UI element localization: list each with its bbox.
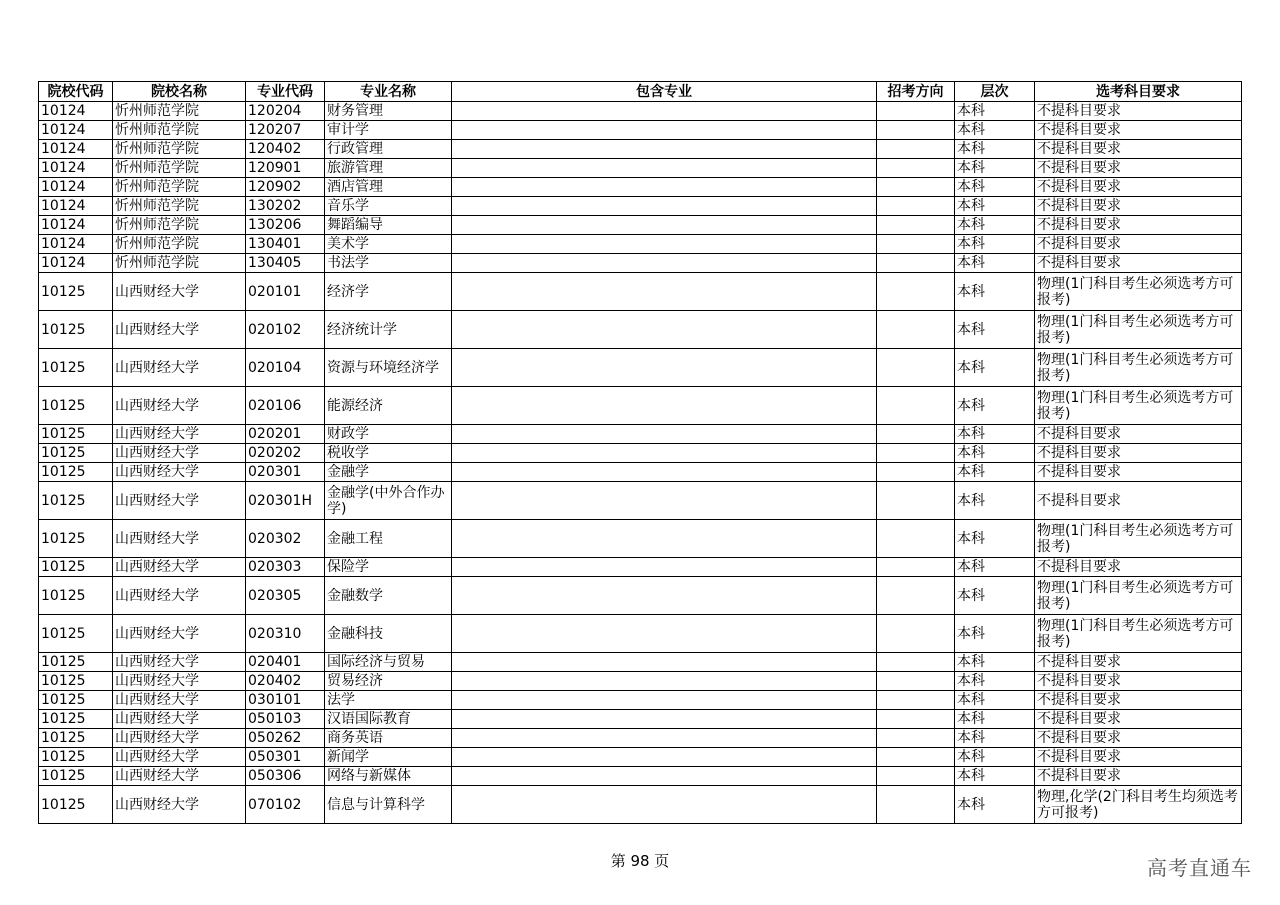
table-body <box>39 102 1242 824</box>
cell-school-name: 山西财经大学 <box>113 387 246 425</box>
table-row <box>39 254 1242 273</box>
cell-direction <box>877 254 955 273</box>
cell-school-name: 忻州师范学院 <box>113 216 246 235</box>
cell-school-name: 山西财经大学 <box>113 520 246 558</box>
cell-school-code: 10125 <box>39 349 113 387</box>
cell-subject-requirement: 物理(1门科目考生必须选考方可报考) <box>1035 520 1242 558</box>
cell-subject-requirement: 不提科目要求 <box>1035 254 1242 273</box>
cell-level: 本科 <box>955 311 1035 349</box>
cell-direction <box>877 425 955 444</box>
table-row <box>39 197 1242 216</box>
cell-subject-requirement: 不提科目要求 <box>1035 102 1242 121</box>
cell-school-name: 山西财经大学 <box>113 767 246 786</box>
cell-level: 本科 <box>955 178 1035 197</box>
cell-major-code: 050262 <box>246 729 325 748</box>
cell-school-name: 山西财经大学 <box>113 786 246 824</box>
cell-major-code: 020301H <box>246 482 325 520</box>
cell-included-majors <box>452 729 877 748</box>
cell-level: 本科 <box>955 691 1035 710</box>
cell-subject-requirement: 物理(1门科目考生必须选考方可报考) <box>1035 273 1242 311</box>
cell-included-majors <box>452 482 877 520</box>
cell-direction <box>877 235 955 254</box>
cell-level: 本科 <box>955 273 1035 311</box>
cell-major-name: 汉语国际教育 <box>325 710 452 729</box>
cell-major-code: 020401 <box>246 653 325 672</box>
cell-major-code: 070102 <box>246 786 325 824</box>
cell-direction <box>877 444 955 463</box>
cell-school-name: 山西财经大学 <box>113 463 246 482</box>
cell-major-name: 商务英语 <box>325 729 452 748</box>
header-school-code: 院校代码 <box>39 82 113 102</box>
cell-subject-requirement: 不提科目要求 <box>1035 216 1242 235</box>
cell-subject-requirement: 不提科目要求 <box>1035 159 1242 178</box>
cell-major-code: 020310 <box>246 615 325 653</box>
cell-major-code: 050103 <box>246 710 325 729</box>
cell-subject-requirement: 不提科目要求 <box>1035 178 1242 197</box>
cell-major-name: 酒店管理 <box>325 178 452 197</box>
cell-school-code: 10125 <box>39 425 113 444</box>
cell-school-name: 山西财经大学 <box>113 558 246 577</box>
cell-subject-requirement: 不提科目要求 <box>1035 235 1242 254</box>
cell-major-code: 030101 <box>246 691 325 710</box>
cell-major-code: 020106 <box>246 387 325 425</box>
cell-direction <box>877 520 955 558</box>
cell-included-majors <box>452 615 877 653</box>
cell-major-name: 保险学 <box>325 558 452 577</box>
cell-major-code: 130202 <box>246 197 325 216</box>
cell-major-name: 金融工程 <box>325 520 452 558</box>
cell-major-code: 120402 <box>246 140 325 159</box>
cell-major-code: 020305 <box>246 577 325 615</box>
table-row <box>39 672 1242 691</box>
cell-level: 本科 <box>955 767 1035 786</box>
cell-subject-requirement: 物理(1门科目考生必须选考方可报考) <box>1035 349 1242 387</box>
cell-direction <box>877 577 955 615</box>
cell-school-name: 山西财经大学 <box>113 691 246 710</box>
cell-direction <box>877 178 955 197</box>
cell-subject-requirement: 物理(1门科目考生必须选考方可报考) <box>1035 615 1242 653</box>
cell-level: 本科 <box>955 254 1035 273</box>
cell-major-name: 贸易经济 <box>325 672 452 691</box>
cell-school-code: 10124 <box>39 254 113 273</box>
cell-direction <box>877 121 955 140</box>
cell-level: 本科 <box>955 349 1035 387</box>
cell-major-code: 120207 <box>246 121 325 140</box>
cell-school-code: 10125 <box>39 444 113 463</box>
cell-subject-requirement: 不提科目要求 <box>1035 767 1242 786</box>
cell-direction <box>877 710 955 729</box>
cell-school-code: 10125 <box>39 672 113 691</box>
cell-level: 本科 <box>955 653 1035 672</box>
table-row <box>39 425 1242 444</box>
header-major-name: 专业名称 <box>325 82 452 102</box>
cell-major-name: 法学 <box>325 691 452 710</box>
cell-major-code: 020102 <box>246 311 325 349</box>
cell-school-code: 10124 <box>39 235 113 254</box>
cell-school-code: 10125 <box>39 463 113 482</box>
cell-major-name: 审计学 <box>325 121 452 140</box>
cell-level: 本科 <box>955 444 1035 463</box>
cell-major-code: 020201 <box>246 425 325 444</box>
cell-level: 本科 <box>955 729 1035 748</box>
cell-school-code: 10125 <box>39 786 113 824</box>
cell-subject-requirement: 物理(1门科目考生必须选考方可报考) <box>1035 387 1242 425</box>
cell-direction <box>877 102 955 121</box>
cell-direction <box>877 786 955 824</box>
table-row <box>39 178 1242 197</box>
cell-major-name: 书法学 <box>325 254 452 273</box>
watermark: 高考直通车 <box>1147 856 1252 880</box>
cell-major-code: 050301 <box>246 748 325 767</box>
cell-major-name: 新闻学 <box>325 748 452 767</box>
cell-major-name: 行政管理 <box>325 140 452 159</box>
cell-major-code: 020202 <box>246 444 325 463</box>
cell-included-majors <box>452 672 877 691</box>
cell-subject-requirement: 物理,化学(2门科目考生均须选考方可报考) <box>1035 786 1242 824</box>
cell-direction <box>877 387 955 425</box>
cell-school-name: 山西财经大学 <box>113 349 246 387</box>
cell-level: 本科 <box>955 140 1035 159</box>
table-row <box>39 520 1242 558</box>
cell-direction <box>877 615 955 653</box>
cell-major-code: 130401 <box>246 235 325 254</box>
cell-level: 本科 <box>955 197 1035 216</box>
cell-major-name: 能源经济 <box>325 387 452 425</box>
table-row <box>39 159 1242 178</box>
cell-major-code: 020104 <box>246 349 325 387</box>
cell-school-code: 10125 <box>39 577 113 615</box>
cell-major-name: 舞蹈编导 <box>325 216 452 235</box>
cell-school-code: 10125 <box>39 710 113 729</box>
cell-major-name: 金融学(中外合作办学) <box>325 482 452 520</box>
cell-school-code: 10124 <box>39 216 113 235</box>
table-row <box>39 691 1242 710</box>
cell-included-majors <box>452 577 877 615</box>
cell-school-name: 忻州师范学院 <box>113 121 246 140</box>
cell-school-name: 忻州师范学院 <box>113 178 246 197</box>
cell-major-name: 财政学 <box>325 425 452 444</box>
cell-major-code: 050306 <box>246 767 325 786</box>
cell-subject-requirement: 不提科目要求 <box>1035 691 1242 710</box>
cell-school-code: 10125 <box>39 273 113 311</box>
cell-major-name: 资源与环境经济学 <box>325 349 452 387</box>
cell-subject-requirement: 不提科目要求 <box>1035 653 1242 672</box>
cell-direction <box>877 140 955 159</box>
cell-school-name: 山西财经大学 <box>113 273 246 311</box>
table-row <box>39 558 1242 577</box>
cell-school-code: 10125 <box>39 691 113 710</box>
cell-school-code: 10125 <box>39 387 113 425</box>
cell-school-code: 10124 <box>39 197 113 216</box>
cell-school-name: 山西财经大学 <box>113 672 246 691</box>
cell-school-code: 10124 <box>39 159 113 178</box>
cell-major-name: 金融数学 <box>325 577 452 615</box>
cell-subject-requirement: 物理(1门科目考生必须选考方可报考) <box>1035 311 1242 349</box>
cell-school-code: 10125 <box>39 482 113 520</box>
cell-direction <box>877 463 955 482</box>
cell-school-name: 山西财经大学 <box>113 482 246 520</box>
cell-direction <box>877 349 955 387</box>
cell-school-name: 山西财经大学 <box>113 444 246 463</box>
table-row <box>39 102 1242 121</box>
cell-subject-requirement: 不提科目要求 <box>1035 121 1242 140</box>
header-row <box>39 82 1242 102</box>
cell-school-code: 10125 <box>39 558 113 577</box>
cell-subject-requirement: 不提科目要求 <box>1035 197 1242 216</box>
cell-major-code: 130206 <box>246 216 325 235</box>
cell-major-name: 网络与新媒体 <box>325 767 452 786</box>
cell-included-majors <box>452 748 877 767</box>
cell-major-code: 020303 <box>246 558 325 577</box>
cell-included-majors <box>452 178 877 197</box>
cell-level: 本科 <box>955 463 1035 482</box>
cell-level: 本科 <box>955 577 1035 615</box>
cell-level: 本科 <box>955 520 1035 558</box>
cell-included-majors <box>452 197 877 216</box>
cell-major-code: 120901 <box>246 159 325 178</box>
cell-level: 本科 <box>955 216 1035 235</box>
cell-included-majors <box>452 425 877 444</box>
cell-level: 本科 <box>955 159 1035 178</box>
table-row <box>39 767 1242 786</box>
cell-direction <box>877 653 955 672</box>
cell-school-name: 忻州师范学院 <box>113 235 246 254</box>
header-direction: 招考方向 <box>877 82 955 102</box>
cell-subject-requirement: 不提科目要求 <box>1035 463 1242 482</box>
cell-school-name: 山西财经大学 <box>113 311 246 349</box>
cell-level: 本科 <box>955 748 1035 767</box>
cell-school-name: 忻州师范学院 <box>113 197 246 216</box>
cell-school-name: 山西财经大学 <box>113 729 246 748</box>
cell-direction <box>877 273 955 311</box>
table-row <box>39 387 1242 425</box>
header-level: 层次 <box>955 82 1035 102</box>
cell-school-code: 10125 <box>39 748 113 767</box>
table-row <box>39 349 1242 387</box>
cell-subject-requirement: 不提科目要求 <box>1035 482 1242 520</box>
cell-level: 本科 <box>955 482 1035 520</box>
cell-major-code: 120902 <box>246 178 325 197</box>
cell-included-majors <box>452 102 877 121</box>
cell-school-code: 10125 <box>39 767 113 786</box>
cell-major-code: 020402 <box>246 672 325 691</box>
cell-included-majors <box>452 235 877 254</box>
cell-school-code: 10125 <box>39 729 113 748</box>
cell-included-majors <box>452 216 877 235</box>
cell-school-code: 10124 <box>39 140 113 159</box>
cell-level: 本科 <box>955 121 1035 140</box>
cell-level: 本科 <box>955 387 1035 425</box>
cell-included-majors <box>452 387 877 425</box>
table-row <box>39 216 1242 235</box>
cell-level: 本科 <box>955 786 1035 824</box>
cell-direction <box>877 482 955 520</box>
table-row <box>39 463 1242 482</box>
cell-school-code: 10125 <box>39 615 113 653</box>
cell-subject-requirement: 不提科目要求 <box>1035 748 1242 767</box>
cell-major-name: 音乐学 <box>325 197 452 216</box>
cell-included-majors <box>452 273 877 311</box>
cell-included-majors <box>452 444 877 463</box>
cell-subject-requirement: 不提科目要求 <box>1035 444 1242 463</box>
cell-included-majors <box>452 786 877 824</box>
cell-major-name: 税收学 <box>325 444 452 463</box>
cell-included-majors <box>452 311 877 349</box>
cell-school-code: 10125 <box>39 653 113 672</box>
cell-school-name: 忻州师范学院 <box>113 140 246 159</box>
cell-direction <box>877 748 955 767</box>
cell-included-majors <box>452 520 877 558</box>
table-row <box>39 311 1242 349</box>
cell-direction <box>877 691 955 710</box>
cell-level: 本科 <box>955 672 1035 691</box>
table-row <box>39 140 1242 159</box>
table-row <box>39 748 1242 767</box>
table-row <box>39 729 1242 748</box>
cell-major-name: 金融科技 <box>325 615 452 653</box>
cell-direction <box>877 197 955 216</box>
table-row <box>39 786 1242 824</box>
cell-included-majors <box>452 349 877 387</box>
cell-major-name: 经济统计学 <box>325 311 452 349</box>
cell-subject-requirement: 不提科目要求 <box>1035 710 1242 729</box>
cell-direction <box>877 159 955 178</box>
cell-major-code: 130405 <box>246 254 325 273</box>
table-row <box>39 577 1242 615</box>
cell-subject-requirement: 不提科目要求 <box>1035 140 1242 159</box>
cell-included-majors <box>452 710 877 729</box>
cell-direction <box>877 558 955 577</box>
cell-school-name: 山西财经大学 <box>113 425 246 444</box>
cell-school-code: 10124 <box>39 102 113 121</box>
table-row <box>39 121 1242 140</box>
cell-subject-requirement: 不提科目要求 <box>1035 558 1242 577</box>
cell-school-name: 忻州师范学院 <box>113 159 246 178</box>
cell-level: 本科 <box>955 615 1035 653</box>
cell-included-majors <box>452 653 877 672</box>
cell-major-code: 120204 <box>246 102 325 121</box>
page-number: 第 98 页 <box>610 852 670 870</box>
cell-major-name: 美术学 <box>325 235 452 254</box>
cell-level: 本科 <box>955 235 1035 254</box>
cell-major-code: 020301 <box>246 463 325 482</box>
cell-major-name: 金融学 <box>325 463 452 482</box>
cell-school-code: 10124 <box>39 121 113 140</box>
table-row <box>39 482 1242 520</box>
cell-included-majors <box>452 767 877 786</box>
cell-subject-requirement: 不提科目要求 <box>1035 425 1242 444</box>
cell-school-name: 山西财经大学 <box>113 710 246 729</box>
cell-subject-requirement: 不提科目要求 <box>1035 729 1242 748</box>
table-row <box>39 444 1242 463</box>
header-school-name: 院校名称 <box>113 82 246 102</box>
cell-included-majors <box>452 463 877 482</box>
table-row <box>39 615 1242 653</box>
cell-subject-requirement: 物理(1门科目考生必须选考方可报考) <box>1035 577 1242 615</box>
cell-direction <box>877 672 955 691</box>
cell-school-name: 山西财经大学 <box>113 577 246 615</box>
cell-subject-requirement: 不提科目要求 <box>1035 672 1242 691</box>
cell-school-name: 忻州师范学院 <box>113 254 246 273</box>
cell-major-code: 020302 <box>246 520 325 558</box>
cell-level: 本科 <box>955 710 1035 729</box>
cell-direction <box>877 767 955 786</box>
cell-major-name: 国际经济与贸易 <box>325 653 452 672</box>
cell-school-name: 山西财经大学 <box>113 615 246 653</box>
cell-level: 本科 <box>955 425 1035 444</box>
cell-included-majors <box>452 159 877 178</box>
table-row <box>39 653 1242 672</box>
table-row <box>39 710 1242 729</box>
cell-school-name: 山西财经大学 <box>113 748 246 767</box>
header-included-majors: 包含专业 <box>452 82 877 102</box>
cell-school-code: 10125 <box>39 311 113 349</box>
cell-school-name: 忻州师范学院 <box>113 102 246 121</box>
cell-major-name: 经济学 <box>325 273 452 311</box>
cell-major-name: 财务管理 <box>325 102 452 121</box>
cell-school-code: 10125 <box>39 520 113 558</box>
cell-included-majors <box>452 140 877 159</box>
cell-included-majors <box>452 691 877 710</box>
cell-direction <box>877 311 955 349</box>
table-row <box>39 273 1242 311</box>
cell-included-majors <box>452 558 877 577</box>
header-major-code: 专业代码 <box>246 82 325 102</box>
cell-major-name: 旅游管理 <box>325 159 452 178</box>
table-row <box>39 235 1242 254</box>
admission-table <box>38 81 1242 824</box>
cell-direction <box>877 216 955 235</box>
cell-level: 本科 <box>955 558 1035 577</box>
cell-included-majors <box>452 121 877 140</box>
cell-direction <box>877 729 955 748</box>
cell-major-code: 020101 <box>246 273 325 311</box>
cell-level: 本科 <box>955 102 1035 121</box>
cell-school-code: 10124 <box>39 178 113 197</box>
header-subject-requirement: 选考科目要求 <box>1035 82 1242 102</box>
cell-major-name: 信息与计算科学 <box>325 786 452 824</box>
cell-included-majors <box>452 254 877 273</box>
cell-school-name: 山西财经大学 <box>113 653 246 672</box>
